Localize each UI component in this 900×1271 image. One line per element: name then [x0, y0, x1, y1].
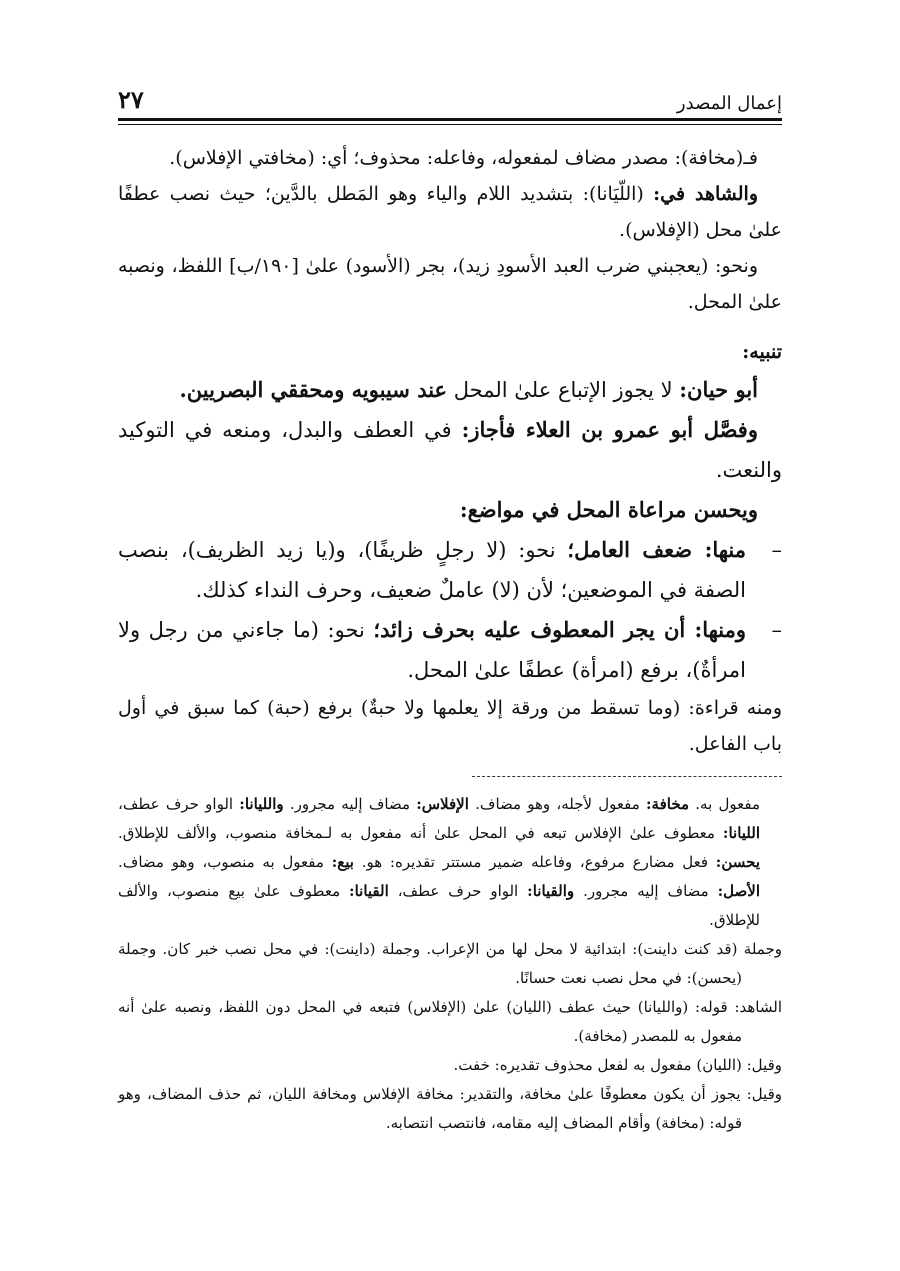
fn-term: مخافة:	[646, 795, 690, 813]
header-rule-thin	[118, 124, 782, 125]
footnote-2: وجملة (قد كنت داينت): ابتدائية لا محل لها من الإعراب. وجملة (داينت): في محل نصب خبر كان. وجملة (يحسن): في محل نصب نعت حسانًا.	[118, 940, 782, 987]
bullet-item	[118, 610, 782, 690]
notice-line-3: ويحسن مراعاة المحل في مواضع:	[459, 497, 758, 522]
header-rule-thick	[118, 118, 782, 121]
notice-2-a: وفصَّل أبو عمرو بن العلاء فأجاز:	[461, 417, 758, 442]
footnote-5: وقيل: يجوز أن يكون معطوفًا علىٰ مخافة، والتقدير: مخافة الإفلاس ومخافة الليان، ثم حذف المضاف، وهو قوله: (مخافة) وأقام المضاف إليه مقامه، فانتصب انتصابه.	[118, 1085, 782, 1132]
footnote-3: الشاهد: قوله: (والليانا) حيث عطف (الليان) علىٰ (الإفلاس) فتبعه في المحل دون اللفظ، ونصبه علىٰ أنه مفعول به للمصدر (مخافة).	[118, 998, 782, 1045]
running-title: إعمال المصدر	[676, 93, 782, 114]
fn-text: مفعول به.	[689, 795, 760, 813]
fn-text: الواو حرف عطف،	[388, 882, 528, 900]
fn-text: مضاف إليه مجرور.	[574, 882, 718, 900]
bullet-text: نحو: (ما جاءني من رجل ولا امرأةٌ)، برفع (امرأة) عطفًا علىٰ المحل.	[118, 618, 746, 682]
fn-term: القيانا:	[349, 882, 389, 900]
fn-text: فعل مضارع مرفوع، وفاعله ضمير مستتر تقديره: هو.	[353, 853, 716, 871]
paragraph-3: ونحو: (يعجبني ضرب العبد الأسودِ زيد)، بجر (الأسود) علىٰ [١٩٠/ب] اللفظ، ونصبه علىٰ المحل.	[118, 255, 782, 313]
page-header	[118, 84, 782, 114]
footnote-1	[118, 790, 782, 935]
paragraph-last: ومنه قراءة: (وما تسقط من ورقة إلا يعلمها ولا حبةٌ) برفع (حبة) كما سبق في أول باب الفاعل.	[118, 697, 782, 755]
fn-text: الواو حرف عطف،	[118, 795, 240, 813]
bullet-text: نحو: (لا رجلٍ ظريفًا)، و(يا زيد الظريف)، بنصب الصفة في الموضعين؛ لأن (لا) عاملٌ ضعيف، وحرف النداء كذلك.	[118, 538, 746, 602]
fn-text: مفعول به منصوب، وهو مضاف.	[118, 853, 332, 871]
notice-1-a: أبو حيان:	[679, 377, 758, 402]
fn-term: الإفلاس:	[416, 795, 469, 813]
fn-term: والقيانا:	[527, 882, 575, 900]
paragraph-2-text: (اللّيَانا): بتشديد اللام والياء وهو المَطل بالدَّين؛ حيث نصب عطفًا علىٰ محل (الإفلاس).	[118, 183, 782, 241]
fn-term: الأصل:	[717, 882, 760, 900]
notice-1-c: عند سيبويه ومحققي البصريين.	[179, 377, 448, 402]
main-text	[118, 140, 782, 762]
page-number: ٢٧	[118, 85, 144, 114]
footnotes	[118, 790, 782, 1138]
bullet-lead: منها: ضعف العامل؛	[567, 537, 746, 562]
fn-text: مفعول لأجله، وهو مضاف.	[468, 795, 647, 813]
fn-term: والليانا:	[239, 795, 284, 813]
bullet-dash: –	[771, 538, 782, 562]
paragraph-2-lead: والشاهد في:	[653, 183, 758, 205]
footnote-4: وقيل: (الليان) مفعول به لفعل محذوف تقديره: خفت.	[453, 1056, 782, 1074]
paragraph-2	[118, 176, 782, 248]
fn-term: الليانا:	[722, 824, 760, 842]
fn-text: مضاف إليه مجرور.	[283, 795, 417, 813]
notice-line-1	[118, 370, 782, 410]
footnote-separator	[472, 776, 782, 777]
fn-term: بيع:	[331, 853, 354, 871]
bullet-lead: ومنها: أن يجر المعطوف عليه بحرف زائد؛	[373, 617, 747, 642]
notice-line-2	[118, 410, 782, 490]
fn-text: معطوف علىٰ بيع منصوب، والألف للإطلاق.	[118, 882, 760, 929]
bullet-dash: –	[771, 618, 782, 642]
notice-heading: تنبيه:	[742, 341, 782, 363]
fn-text: معطوف علىٰ الإفلاس تبعه في المحل علىٰ أنه مفعول به لـمخافة منصوب، والألف للإطلاق.	[118, 824, 723, 842]
paragraph-1: فـ(مخافة): مصدر مضاف لمفعوله، وفاعله: محذوف؛ أي: (مخافتي الإفلاس).	[169, 147, 758, 169]
bullet-list	[118, 530, 782, 690]
notice-1-b: لا يجوز الإتباع علىٰ المحل	[447, 378, 680, 402]
fn-term: يحسن:	[715, 853, 760, 871]
bullet-item	[118, 530, 782, 610]
notice-2-b: في العطف والبدل، ومنعه في التوكيد والنعت.	[118, 418, 782, 482]
